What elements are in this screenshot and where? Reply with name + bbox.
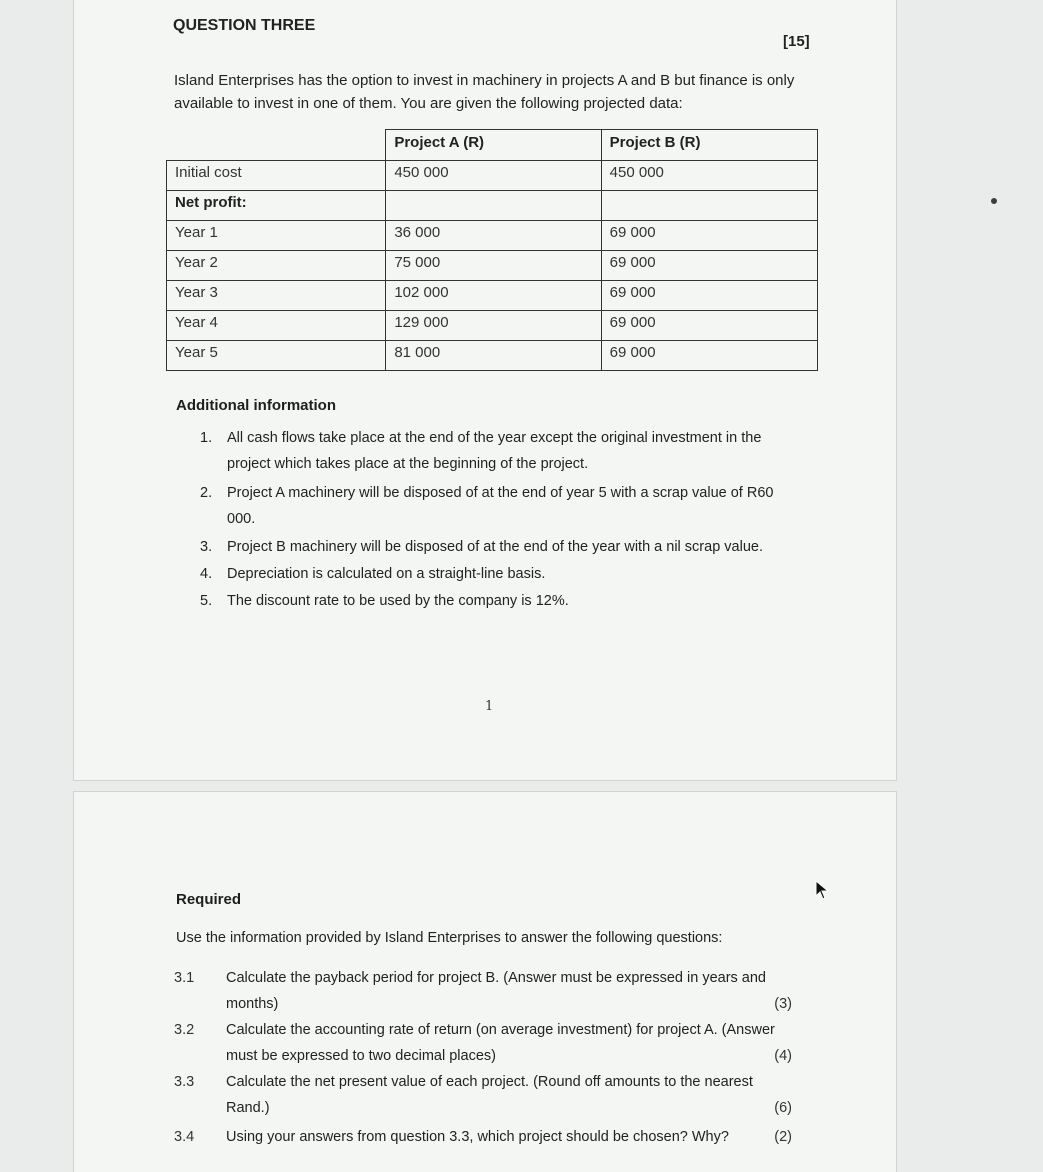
project-b-value: 69 000 bbox=[601, 311, 817, 341]
list-item-text: Depreciation is calculated on a straight-line basis. bbox=[227, 566, 546, 582]
row-label: Year 2 bbox=[167, 251, 386, 281]
projected-data-table bbox=[166, 129, 818, 371]
row-label: Year 1 bbox=[167, 221, 386, 251]
table-header-cell bbox=[167, 130, 386, 161]
additional-info-list bbox=[200, 425, 800, 616]
additional-info-title: Additional information bbox=[176, 397, 336, 414]
table-row bbox=[167, 341, 818, 371]
question-marks: (3) bbox=[774, 996, 792, 1012]
page-number: 1 bbox=[485, 699, 494, 714]
question-intro: Island Enterprises has the option to invest in machinery in projects A and B but finance is only available to invest in one of them. You are given the following projected data: bbox=[174, 72, 795, 112]
question-text: Calculate the net present value of each project. (Round off amounts to the nearest Rand.) bbox=[226, 1074, 753, 1116]
mouse-pointer-icon bbox=[815, 880, 829, 900]
row-label: Net profit: bbox=[167, 191, 386, 221]
required-intro: Use the information provided by Island Enterprises to answer the following questions: bbox=[176, 930, 723, 946]
question-item bbox=[174, 1069, 794, 1121]
table-header-cell: Project B (R) bbox=[601, 130, 817, 161]
project-a-value: 102 000 bbox=[386, 281, 601, 311]
table-header-cell: Project A (R) bbox=[386, 130, 601, 161]
row-label: Year 3 bbox=[167, 281, 386, 311]
document-page-1 bbox=[73, 0, 897, 781]
list-item-number: 4. bbox=[200, 566, 213, 582]
project-a-value: 81 000 bbox=[386, 341, 601, 371]
list-item-text: The discount rate to be used by the company is 12%. bbox=[227, 593, 569, 609]
question-number: 3.3 bbox=[174, 1074, 195, 1090]
project-b-value bbox=[601, 191, 817, 221]
list-item-text: Project A machinery will be disposed of at the end of year 5 with a scrap value of R60 000. bbox=[227, 485, 774, 527]
question-marks: (4) bbox=[774, 1048, 792, 1064]
project-b-value: 69 000 bbox=[601, 251, 817, 281]
question-item bbox=[174, 965, 794, 1017]
question-number: 3.1 bbox=[174, 970, 195, 986]
question-number: 3.2 bbox=[174, 1022, 195, 1038]
project-b-value: 450 000 bbox=[601, 161, 817, 191]
project-a-value: 36 000 bbox=[386, 221, 601, 251]
list-item bbox=[200, 589, 800, 613]
project-a-value: 450 000 bbox=[386, 161, 601, 191]
list-item-number: 5. bbox=[200, 593, 213, 609]
row-label: Initial cost bbox=[167, 161, 386, 191]
list-item bbox=[200, 535, 800, 559]
list-item-text: Project B machinery will be disposed of at the end of the year with a nil scrap value. bbox=[227, 539, 763, 555]
question-item bbox=[174, 1124, 794, 1150]
list-item bbox=[200, 425, 800, 477]
required-title: Required bbox=[176, 891, 242, 908]
table-row bbox=[167, 221, 818, 251]
list-item bbox=[200, 562, 800, 586]
table-row bbox=[167, 281, 818, 311]
list-item bbox=[200, 480, 800, 532]
question-heading: QUESTION THREE bbox=[173, 17, 316, 34]
project-b-value: 69 000 bbox=[601, 281, 817, 311]
question-marks: (6) bbox=[774, 1100, 792, 1116]
list-item-number: 2. bbox=[200, 485, 213, 501]
row-label: Year 4 bbox=[167, 311, 386, 341]
project-b-value: 69 000 bbox=[601, 341, 817, 371]
table-row bbox=[167, 191, 818, 221]
list-item-text: All cash flows take place at the end of the year except the original investment in the project which takes place at the beginning of the project. bbox=[227, 430, 762, 472]
table-header-row bbox=[167, 130, 818, 161]
row-label: Year 5 bbox=[167, 341, 386, 371]
table-row bbox=[167, 251, 818, 281]
project-b-value: 69 000 bbox=[601, 221, 817, 251]
question-text: Calculate the payback period for project B. (Answer must be expressed in years and months) bbox=[226, 970, 766, 1012]
screen-speck bbox=[991, 198, 997, 204]
question-marks: (2) bbox=[774, 1129, 792, 1145]
table-row bbox=[167, 161, 818, 191]
project-a-value bbox=[386, 191, 601, 221]
question-item bbox=[174, 1017, 794, 1069]
list-item-number: 3. bbox=[200, 539, 213, 555]
question-text: Calculate the accounting rate of return (on average investment) for project A. (Answer must be expressed to two decimal places) bbox=[226, 1022, 775, 1064]
project-a-value: 75 000 bbox=[386, 251, 601, 281]
question-text: Using your answers from question 3.3, which project should be chosen? Why? bbox=[226, 1129, 729, 1145]
table-row bbox=[167, 311, 818, 341]
question-number: 3.4 bbox=[174, 1129, 195, 1145]
question-marks: [15] bbox=[783, 33, 810, 50]
list-item-number: 1. bbox=[200, 430, 213, 446]
project-a-value: 129 000 bbox=[386, 311, 601, 341]
